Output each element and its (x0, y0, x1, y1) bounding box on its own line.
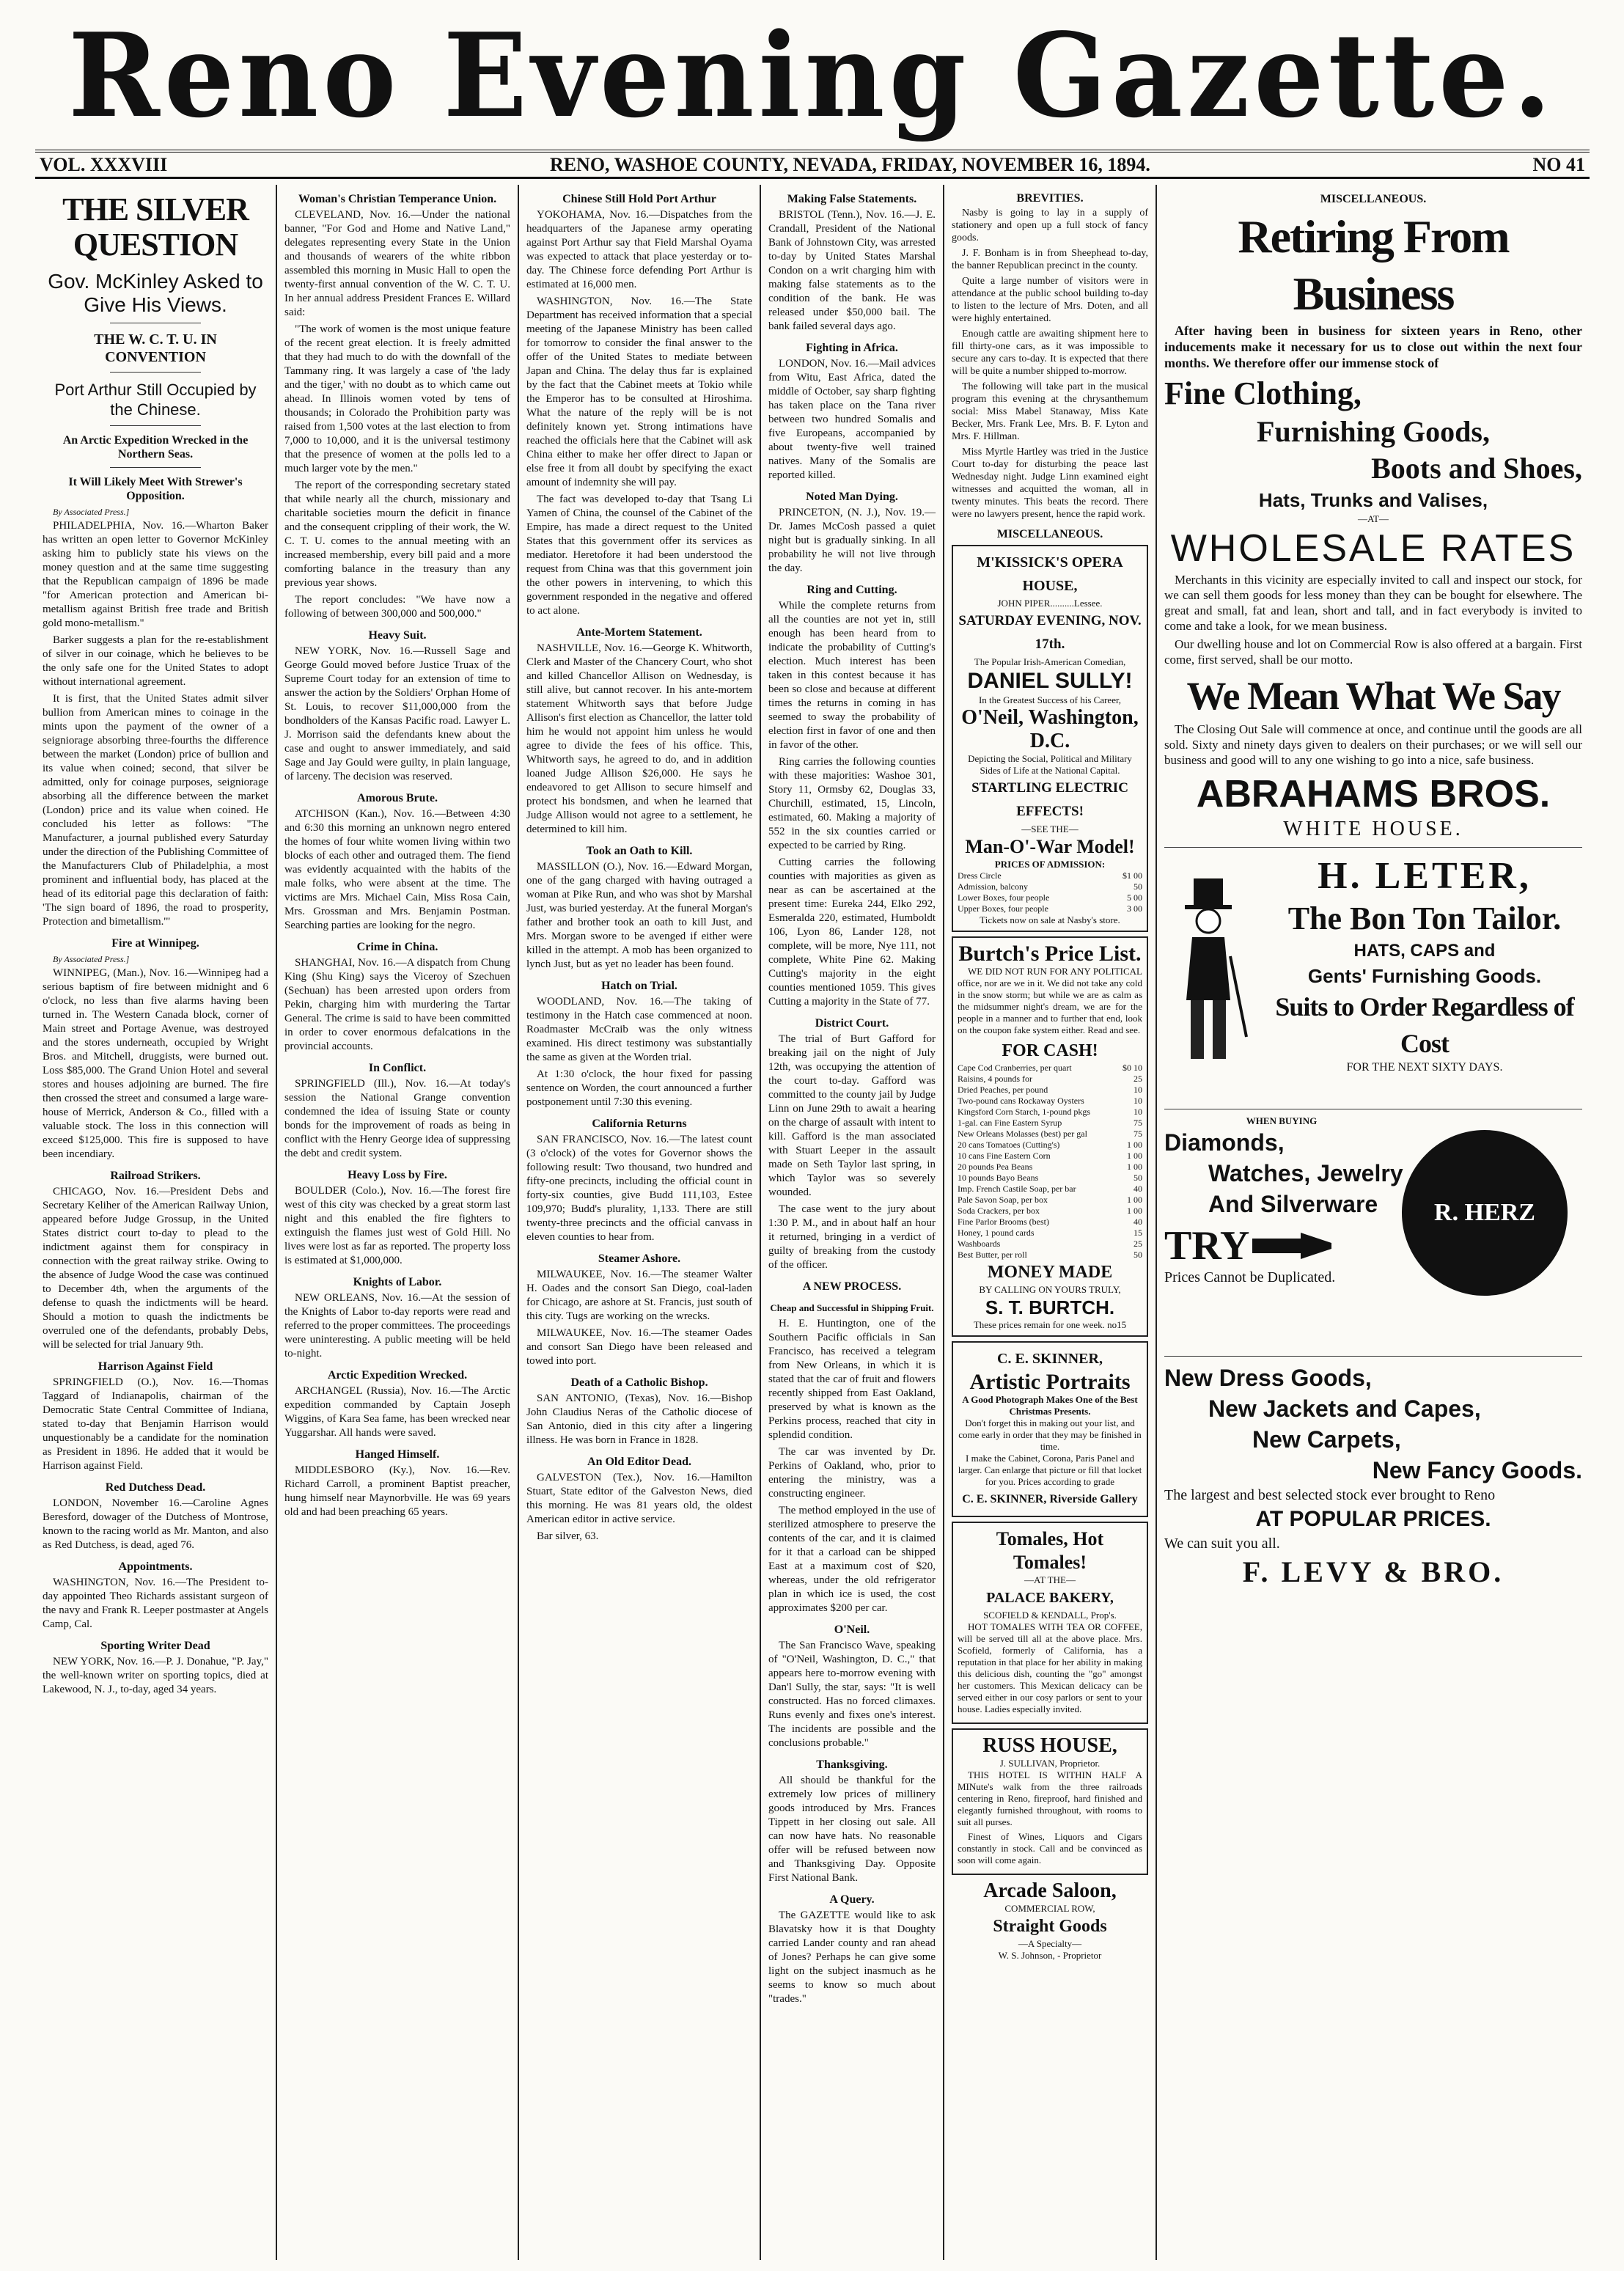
story-heading: Thanksgiving. (816, 1758, 888, 1771)
cash-price-row (958, 1250, 1142, 1261)
price-item: Raisins, 4 pounds for (958, 1074, 1032, 1084)
story-heading: Ring and Cutting. (807, 584, 897, 596)
story-paragraph: All should be thankful for the extremely low prices of millinery goods introduced by Mrs. Frances Tippett in her closing out sale. All can now have hats. No reasonable offer will be refused between now and Thanksgiving Day. Opposite First National Bank. (768, 1775, 936, 1884)
ad-line: New Dress Goods, (1164, 1365, 1372, 1391)
story-paragraph: WASHINGTON, Nov. 16.—The President to-day appointed Theo Richards assistant surgeon of the navy and Frank R. Leeper postmaster at Angels Camp, Cal. (43, 1577, 268, 1630)
ad-line: The Popular Irish-American Comedian, (974, 656, 1126, 667)
story-paragraph: CHICAGO, Nov. 16.—President Debs and Secretary Keliher of the American Railway Union, appeared before Judge Grossup, in the United States district court to-day to plead to the indictment against them for conspiracy in connection with the great railway strike. Owing to the absence of Judge Wood the case was continued to December 4th, when the arguments of the defense to quash the indictments will be heard. Should a motion to quash the indictments be overruled one of the defendants, probably Debs, will be selected for trial January 9th. (43, 1186, 268, 1351)
ad-line: We can suit you all. (1164, 1536, 1280, 1552)
newspaper-title: Reno Evening Gazette. (68, 8, 1556, 144)
price-value: 40 (1134, 1217, 1142, 1227)
price-value: 5 00 (1127, 892, 1142, 903)
ad-line: Tickets now on sale at Nasby's store. (980, 914, 1120, 925)
ad-line: JOHN PIPER..........Lessee. (997, 598, 1103, 609)
story-heading: Making False Statements. (787, 193, 917, 205)
subhead-mckinley: Gov. McKinley Asked to Give His Views. (48, 270, 263, 316)
story-heading: An Old Editor Dead. (587, 1456, 691, 1468)
arcade-saloon-ad (952, 1879, 1148, 1962)
story-paragraph: LONDON, Nov. 16.—Mail advices from Witu, East Africa, dated the middle of October, say sharp fighting has taken place on the Tana river between two hundred Somalis and five Europeans, accompanied by about twenty-five well trained natives. Many of the Somalis are reported killed. (768, 358, 936, 481)
story-paragraph: NEW ORLEANS, Nov. 16.—At the session of the Knights of Labor to-day reports were read and referred to the proper committees. The proceedings were uninteresting. A public meeting will be held to-night. (284, 1292, 510, 1360)
admission-price-row (958, 870, 1142, 881)
ad-line: WHITE HOUSE. (1283, 818, 1463, 840)
price-item: 10 pounds Bayo Beans (958, 1173, 1039, 1183)
dateline-bar (35, 150, 1590, 179)
cash-price-row (958, 1239, 1142, 1250)
cash-price-row (958, 1096, 1142, 1107)
story-paragraph: The report of the corresponding secretary stated that while nearly all the church, missionary and charitable societies mourn the deficit in finance and the consequent crippling of their work, the W. C. T. U. comes to the annual meeting with an increased membership, every bill paid and a more comforting balance in the treasury than any previous year shows. (284, 480, 510, 589)
subhead-arctic: An Arctic Expedition Wrecked in the Northern Seas. (62, 434, 249, 461)
ad-firm: F. LEVY & BRO. (1242, 1555, 1504, 1588)
ad-text: THIS HOTEL IS WITHIN HALF A MINute's walk from the three railroads centering in Reno, fireproof, hard finished and elegantly furnished throughout, with rooms to suit all purses. (958, 1769, 1142, 1827)
story-paragraph: WOODLAND, Nov. 16.—The taking of testimony in the Hatch case commenced at noon. Roadmaster McCraib was the only witness examined. His direct testimony was substantially the same as given at the Worden trial. (526, 996, 752, 1063)
story-paragraph: YOKOHAMA, Nov. 16.—Dispatches from the headquarters of the Japanese army operating against Port Arthur say that Field Marshal Oyama was expected to attack that place yesterday or to-day. The Chinese force defending Port Arthur is estimated at 16,000 men. (526, 209, 752, 290)
divider (1164, 847, 1582, 848)
brevity-item: Miss Myrtle Hartley was tried in the Justice Court to-day for disturbing the peace last Wednesday night. Judge Linn examined eight witnesses and acquitted the woman, all in twenty minutes. This beats the record. There were no lawyers present, hence the rapid work. (952, 447, 1148, 520)
price-item: Washboards (958, 1239, 1001, 1249)
ad-line: I make the Cabinet, Corona, Paris Panel and larger. Can enlarge that picture or fill that locket for you. Prices according to grade (958, 1453, 1142, 1487)
price-item: Imp. French Castile Soap, per bar (958, 1184, 1076, 1194)
cash-price-row (958, 1074, 1142, 1085)
ad-title: Tomales, Hot Tomales! (996, 1528, 1104, 1573)
ad-line: COMMERCIAL ROW, (1004, 1903, 1095, 1914)
story-paragraph: PHILADELPHIA, Nov. 16.—Wharton Baker has written an open letter to Governor McKinley asking him to publicly state his views on the money question and at the same time suggesting that the Republican campaign of 1896 be made "for American protection and American bi-metallism against British free trade and British gold mono-metallism." (43, 520, 268, 629)
ad-title: H. LETER, (1318, 855, 1532, 897)
skinner-ad (952, 1341, 1148, 1517)
story-heading: Chinese Still Hold Port Arthur (562, 193, 716, 205)
levy-ad (1164, 1362, 1582, 1591)
story-heading: Sporting Writer Dead (100, 1640, 210, 1652)
story-paragraph: SPRINGFIELD (Ill.), Nov. 16.—At today's session the National Grange convention condemned the idea of issuing State or county bonds for the improvement of roads as being in conflict with the Henry George idea of suppressing the debt and credit system. (284, 1078, 510, 1159)
brevity-item: Nasby is going to lay in a supply of stationery and open up a full stock of fancy goods. (952, 208, 1148, 243)
issue-number: NO 41 (1532, 153, 1585, 175)
price-value: 40 (1134, 1184, 1142, 1194)
divider (110, 425, 200, 426)
ad-text: HOT TOMALES WITH TEA OR COFFEE, will be served till all at the above place. Mrs. Scofield, formerly of California, has a reputation in that place for her ability in making this delicious dish, counting the "go" amongst her customers. This Mexican delicacy can be served either in our cosy parlors or sent to your house. Ladies especially invited. (958, 1621, 1142, 1714)
story-heading: A Query. (829, 1893, 875, 1906)
cash-price-row (958, 1151, 1142, 1162)
story-paragraph: ARCHANGEL (Russia), Nov. 16.—The Arctic expedition commanded by Captain Joseph Wiggins, of Kara Sea fame, has been wrecked near Yuggarshar. All hands were saved. (284, 1385, 510, 1439)
ad-line: J. SULLIVAN, Proprietor. (999, 1758, 1101, 1769)
ad-line: Watches, Jewelry (1208, 1160, 1403, 1186)
story-paragraph: The GAZETTE would like to ask Blavatsky how it is that Doughty carried Lander county and ran ahead of Jones? Perhaps he can give some light on the subject inasmuch as he seems to know so much about "trades." (768, 1909, 936, 2005)
price-item: Pale Savon Soap, per box (958, 1195, 1048, 1205)
cash-price-row (958, 1206, 1142, 1217)
brevity-item: The following will take part in the musical program this evening at the chrysanthemum social: Miss Mabel Stanaway, Miss Kate Becker, Mrs. Frank Lee, Mrs. B. F. Lyton and Mrs. F. Hillman. (952, 381, 1148, 442)
story-paragraph: Ring carries the following counties with these majorities: Washoe 301, Story 11, Ormsby 62, Douglas 33, Churchill, estimated, 15, Lincoln, estimated, 60. Making a majority of 552 in the six counties carried or expected to be carried by Ring. (768, 756, 936, 851)
price-item: Honey, 1 pound cards (958, 1228, 1035, 1238)
price-value: 75 (1134, 1129, 1142, 1139)
ad-line: WHOLESALE RATES (1170, 527, 1576, 570)
story-paragraph: SPRINGFIELD (O.), Nov. 16.—Thomas Taggard of Indianapolis, chairman of the Democratic State Central Committee of Indiana, stated to-day that Benjamin Harrison would unquestionably be a candidate for the nomination as President in 1896. He added that it would be Harrison against Field. (43, 1376, 268, 1472)
story-heading: Hanged Himself. (355, 1448, 440, 1461)
ad-date: SATURDAY EVENING, NOV. 17th. (958, 613, 1142, 652)
ad-line: FOR CASH! (1002, 1041, 1098, 1060)
story-paragraph: SAN ANTONIO, (Texas), Nov. 16.—Bishop John Claudius Neras of the Catholic diocese of San Antonio, died in this city after a lingering illness. He was born in France in 1828. (526, 1393, 752, 1446)
cash-price-row (958, 1162, 1142, 1173)
place-and-date: RENO, WASHOE COUNTY, NEVADA, FRIDAY, NOVEMBER 16, 1894. (549, 153, 1150, 175)
cash-price-row (958, 1195, 1142, 1206)
story-paragraph: WINNIPEG, (Man.), Nov. 16.—Winnipeg had a serious baptism of fire between midnight and 6 o'clock, no less than five alarms having been turned in. The Western Canada block, corner of Main street and Portage Avenue, was destroyed and the stores underneath, occupied by Wright Bros. and Mitchell, druggists, were burned out. Loss $85,000. The Grand Union Hotel and several stores and houses adjoining are burned. The fire then crossed the street and consumed a large ware-house of Merrick, Anderson & Co., filled with a valuable stock. The loss in this connection will exceed $125,000. This fire is supposed to have been incendiary. (43, 967, 268, 1160)
story-paragraph: MILWAUKEE, Nov. 16.—The steamer Oades and consort San Diego have been released and towed into port. (526, 1327, 752, 1367)
column-2 (277, 185, 519, 2260)
ad-line: PALACE BAKERY, (986, 1590, 1114, 1606)
price-value: 1 00 (1127, 1162, 1142, 1172)
ad-text: After having been in business for sixteen years in Reno, other inducements make it necessary for us to close out within the next four months. We therefore offer our immense stock of (1164, 323, 1582, 370)
ad-line: Don't forget this in making out your list, and come early in order that they may be finished in time. (958, 1417, 1142, 1452)
story-paragraph: CLEVELAND, Nov. 16.—Under the national banner, "For God and Home and Native Land," delegates representing every State in the Union and thousands of wearers of the white ribbon assembled this morning in Music Hall to open the twenty-first annual convention of the W. C. T. U. In her annual address President Frances E. Willard said: (284, 209, 510, 318)
story-heading: Amorous Brute. (357, 792, 438, 804)
column-4 (761, 185, 944, 2260)
story-heading: Ante-Mortem Statement. (576, 626, 702, 639)
ad-line: PRICES OF ADMISSION: (994, 859, 1106, 870)
ad-firm: ABRAHAMS BROS. (1196, 773, 1551, 815)
ad-line: The largest and best selected stock ever brought to Reno (1164, 1487, 1496, 1503)
story-paragraph: The San Francisco Wave, speaking of "O'Neil, Washington, D. C.," that appears here to-morrow evening with Dan'l Sully, the star, says: "It is well constructed. Has no forced climaxes. Runs evenly and fixes one's interest. The incidents are possible and the conclusions probable." (768, 1640, 936, 1749)
admission-prices (958, 870, 1142, 914)
tomales-ad (952, 1522, 1148, 1724)
price-value: 1 00 (1127, 1140, 1142, 1150)
ad-line: The Bon Ton Tailor. (1287, 900, 1562, 936)
price-value: 15 (1134, 1228, 1142, 1238)
ad-title: Arcade Saloon, (983, 1879, 1117, 1902)
ad-text: Our dwelling house and lot on Commercial Row is also offered at a bargain. First come, first served, shall be our motto. (1164, 637, 1582, 667)
price-item: Soda Crackers, per box (958, 1206, 1040, 1216)
ad-line: Fine Clothing, (1164, 375, 1362, 411)
story-heading: Railroad Strikers. (110, 1170, 201, 1182)
opera-house-ad (952, 545, 1148, 932)
story-heading: Woman's Christian Temperance Union. (298, 193, 497, 205)
story-paragraph: Barker suggests a plan for the re-establishment of silver in our coinage, which he believes to be the only safe one for the United States to adopt without international agreement. (43, 634, 268, 688)
price-list (958, 1063, 1142, 1261)
story-heading: Red Dutchess Dead. (105, 1481, 206, 1494)
ad-line: —A Specialty— (1018, 1938, 1082, 1949)
ad-text: The Closing Out Sale will commence at once, and continue until the goods are all sold. Sixty and ninety days given to dealers on their purchases; or we will sell our business and good will to any one wishing to go into a nice, safe business. (1164, 722, 1582, 767)
brevity-item: J. F. Bonham is in from Sheephead to-day, the banner Republican precinct in the county. (952, 248, 1148, 271)
cash-price-row (958, 1118, 1142, 1129)
ad-line: —SEE THE— (1021, 823, 1079, 834)
price-value: 3 00 (1127, 903, 1142, 914)
story-paragraph: Bar silver, 63. (537, 1530, 599, 1542)
story-heading: Appointments. (118, 1560, 193, 1573)
volume-number: VOL. XXXVIII (40, 153, 168, 175)
price-item: Cape Cod Cranberries, per quart (958, 1063, 1072, 1073)
cash-price-row (958, 1217, 1142, 1228)
story-paragraph: BOULDER (Colo.), Nov. 16.—The forest fire west of this city was checked by a great storm last night and this enabled the fire fighters to extinguish the flames just west of Gold Hill. No lives were lost as far as reported. The property loss is estimated at $1,000,000. (284, 1185, 510, 1266)
ad-play: O'Neil, Washington, D.C. (961, 706, 1139, 752)
price-item: Best Butter, per roll (958, 1250, 1027, 1260)
admission-price-row (958, 881, 1142, 892)
story-paragraph: It is first, that the United States admit silver bullion from American mines to coinage in the mints upon the payment of the owner of a seigniorage absorbing three-fourths the difference between the market (London) price of bullion and its value when coined; second, that silver be admitted, only for coinage purposes, seigniorage absorbing all the difference between the market (London) price and its value when coined. He concluded his letter as follows: "The Manufacturer, a journal published every Saturday under the direction of the Publishing Committee of the Manufacturers Club of Philadelphia, a most prominent and influential body, has placed at the head of its editorial page this declaration of faith: 'The sign board of 1896, the road to prosperity, Protection and bimetallism.'" (43, 693, 268, 928)
price-value: 50 (1134, 1250, 1142, 1260)
price-item: Kingsford Corn Starch, 1-pound pkgs (958, 1107, 1090, 1117)
story-heading: O'Neil. (834, 1624, 870, 1636)
story-heading: Noted Man Dying. (806, 491, 898, 503)
ad-line: These prices remain for one week. no15 (973, 1319, 1127, 1330)
price-value: $0 10 (1123, 1063, 1142, 1073)
story-paragraph: BRISTOL (Tenn.), Nov. 16.—J. E. Crandall, President of the National Bank of Johnstown City, was arrested to-day by United States Marshal Condon on a writ charging him with making false statements as to the condition of the bank. He was released under $50,000 bail. The bank failed several days ago. (768, 209, 936, 332)
story-heading: A NEW PROCESS. (802, 1280, 902, 1293)
story-paragraph: The trial of Burt Gafford for breaking jail on the night of July 12th, was occupying the attention of the court to-day. Gafford was committed to the county jail by Judge Linn on June 29th to await a hearing on the charge of assault with intent to kill. Gafford is the man associated with Stuart Leeper in the assault made on Seth Taylor last spring, in which Taylor was so severely wounded. (768, 1033, 936, 1198)
story-heading: Arctic Expedition Wrecked. (327, 1369, 468, 1382)
ad-title: Retiring From Business (1238, 210, 1509, 320)
ad-line: HATS, CAPS and (1353, 941, 1496, 961)
ad-title: M'KISSICK'S OPERA HOUSE, (977, 554, 1123, 594)
ad-line: Suits to Order Regardless of Cost (1275, 992, 1574, 1058)
ad-line: STARTLING ELECTRIC EFFECTS! (971, 780, 1128, 819)
story-paragraph: The car was invented by Dr. Perkins of Oakland, who, prior to entering the ministry, was a constructing engineer. (768, 1446, 936, 1500)
story-heading: Harrison Against Field (98, 1360, 213, 1373)
ad-line: Prices Cannot be Duplicated. (1164, 1269, 1336, 1285)
story-heading: Took an Oath to Kill. (586, 845, 693, 857)
tailor-figure-icon (1164, 876, 1252, 1066)
price-value: 50 (1134, 881, 1142, 892)
ad-line: C. E. SKINNER, Riverside Gallery (962, 1493, 1138, 1505)
subhead-port-arthur: Port Arthur Still Occupied by the Chinese. (54, 381, 257, 419)
story-paragraph: GALVESTON (Tex.), Nov. 16.—Hamilton Stuart, State editor of the Galveston News, died this morning. He was 81 years old, the oldest American editor in active service. (526, 1472, 752, 1525)
brevity-item: Quite a large number of visitors were in attendance at the public school building to-day to listen to the lecture of Mrs. Doten, and all were highly entertained. (952, 276, 1148, 324)
story-heading: Fighting in Africa. (806, 342, 898, 354)
cash-price-row (958, 1129, 1142, 1140)
story-paragraph: The fact was developed to-day that Tsang Li Yamen of China, the counsel of the Cabinet of the Empire, has made a direct request to the United States that this government offer its services as mediator. Heretofore it had been understood the request from China was that this government join the other powers in intervening, to which this government responded in the negative and offered to act alone. (526, 494, 752, 617)
ad-line: Man-O'-War Model! (965, 836, 1135, 857)
herz-badge: R. HERZ (1402, 1130, 1568, 1296)
ad-line: TRY (1164, 1223, 1250, 1269)
price-value: 10 (1134, 1096, 1142, 1106)
brevities-heading: BREVITIES. (1016, 192, 1084, 205)
ad-line: SCOFIELD & KENDALL, Prop's. (983, 1610, 1117, 1621)
ad-line: W. S. Johnson, - Proprietor (998, 1950, 1102, 1961)
price-value: 1 00 (1127, 1195, 1142, 1205)
story-paragraph: H. E. Huntington, one of the Southern Pacific officials in San Francisco, has received a telegram from New Orleans, in which it is stated that the car of fruit and flowers recently shipped from East Oakland, preserved by what is known as the Perkins process, reached that city in splendid condition. (768, 1318, 936, 1441)
abrahams-ad (1164, 208, 1582, 841)
russ-house-ad (952, 1728, 1148, 1875)
cash-price-row (958, 1107, 1142, 1118)
ad-line: —AT THE— (1024, 1574, 1076, 1585)
price-item: Dress Circle (958, 870, 1002, 881)
columns (35, 185, 1590, 2260)
price-item: Two-pound cans Rockaway Oysters (958, 1096, 1084, 1106)
herz-jewelry-ad (1164, 1115, 1582, 1350)
price-value: 1 00 (1127, 1206, 1142, 1216)
price-item: Upper Boxes, four people (958, 903, 1048, 914)
ad-line: New Carpets, (1252, 1426, 1401, 1453)
subhead-wctu: THE W. C. T. U. IN CONVENTION (94, 331, 217, 365)
story-paragraph: MASSILLON (O.), Nov. 16.—Edward Morgan, one of the gang charged with having outraged a woman at Pike Run, and who was shot by Marshal Just, was buried yesterday. At the funeral Morgan's father and brother took an oath to kill Just, and Mrs. Morgan swore to be avenged if either were killed in the attempt. A mob has been organized to lynch Just, but as yet no leader has been found. (526, 861, 752, 970)
ad-line: Gents' Furnishing Goods. (1307, 965, 1542, 987)
ad-line: Boots and Shoes, (1371, 452, 1582, 485)
ad-line: Diamonds, (1164, 1129, 1285, 1156)
ad-title: Burtch's Price List. (958, 942, 1142, 966)
story-paragraph: The case went to the jury about 1:30 P. M., and in about half an hour it returned, bringing in a verdict of guilty of breaking from the custody of the officer. (768, 1203, 936, 1271)
ad-line: S. T. BURTCH. (985, 1296, 1115, 1318)
ad-line: Depicting the Social, Political and Military Sides of Life at the National Capital. (968, 753, 1132, 776)
story-heading: Heavy Loss by Fire. (348, 1169, 447, 1181)
story-heading: Steamer Ashore. (598, 1252, 681, 1265)
story-paragraph: PRINCETON, (N. J.), Nov. 19.—Dr. James McCosh passed a quiet night but is gradually sinking. In all probability he will not live through the day. (768, 507, 936, 574)
story-paragraph: SAN FRANCISCO, Nov. 16.—The latest count (3 o'clock) of the votes for Governor shows the following result: Two thousand, two hundred and fifty-one precincts, including the official count in forty-six counties, give Budd 111,103, Estee 109,970; Budd's plurality, 1,133. There are still twenty-three precincts and the official canvass in eleven counties to hear from. (526, 1134, 752, 1243)
price-value: 10 (1134, 1085, 1142, 1095)
ad-title: RUSS HOUSE, (982, 1734, 1117, 1757)
divider (110, 372, 200, 373)
price-item: New Orleans Molasses (best) per gal (958, 1129, 1087, 1139)
story-subheading: Cheap and Successful in Shipping Fruit. (770, 1302, 934, 1313)
cash-price-row (958, 1228, 1142, 1239)
cash-price-row (958, 1085, 1142, 1096)
masthead (0, 0, 1624, 147)
price-value: 50 (1134, 1173, 1142, 1183)
story-paragraph: NASHVILLE, Nov. 16.—George K. Whitworth, Clerk and Master of the Chancery Court, who shot and killed Chancellor Allison on Wednesday, is still alive, but cannot recover. In his ante-mortem statement Whitworth says that before Judge Allison's first election as Chancellor, the latter told him he would not appoint him unless he would agree to divide the fees of his office. This, Whitworth says, he agreed to do, and in addition loaned Judge Allison $26,000. He says he endeavored to get Allison to secure himself and protect his bondsmen, and when he learned that Judge Allison would not agree to a settlement, he determined to kill him. (526, 642, 752, 835)
ad-line: Artistic Portraits (969, 1370, 1131, 1394)
ad-line: FOR THE NEXT SIXTY DAYS. (1346, 1061, 1503, 1074)
miscellaneous-heading: MISCELLANEOUS. (1320, 193, 1427, 205)
ad-line: A Good Photograph Makes One of the Best Christmas Presents. (962, 1394, 1138, 1417)
story-heading: It Will Likely Meet With Strewer's Opposition. (68, 476, 243, 502)
story-heading: Crime in China. (356, 941, 438, 953)
column-3 (519, 185, 761, 2260)
column-5 (944, 185, 1157, 2260)
story-paragraph: At 1:30 o'clock, the hour fixed for passing sentence on Worden, the court announced a further postponement until 7:30 this evening. (526, 1068, 752, 1108)
story-paragraph: While the complete returns from all the counties are not yet in, still enough has been heard from to indicate the probability of Cutting's election. Much interest has been taken in this contest because it has been so close and because at different times the returns in coming in has seemed to sway the probability of election first in favor of one and then in favor of the other. (768, 600, 936, 751)
ad-line: Furnishing Goods, (1257, 415, 1490, 448)
price-value: 75 (1134, 1118, 1142, 1128)
story-heading: In Conflict. (368, 1062, 427, 1074)
story-paragraph: NEW YORK, Nov. 16.—P. J. Donahue, "P. Jay," the well-known writer on sporting topics, died at Lakewood, N. J., to-day, aged 34 years. (43, 1656, 268, 1695)
story-heading: Knights of Labor. (353, 1276, 442, 1288)
price-value: 10 (1134, 1107, 1142, 1117)
price-item: Dried Peaches, per pound (958, 1085, 1048, 1095)
story-heading: District Court. (815, 1017, 889, 1030)
byline: By Associated Press.] (53, 954, 130, 964)
ad-line: New Fancy Goods. (1372, 1457, 1582, 1483)
story-paragraph: MILWAUKEE, Nov. 16.—The steamer Walter H. Oades and the consort San Diego, coal-laden for Chicago, are ashore at St. Francis, just south of this city. Tugs are working on the wrecks. (526, 1269, 752, 1322)
admission-price-row (958, 892, 1142, 903)
leter-tailor-ad (1164, 854, 1582, 1103)
price-item: 1-gal. can Fine Eastern Syrup (958, 1118, 1062, 1128)
burtch-ad (952, 936, 1148, 1337)
price-item: Fine Parlor Brooms (best) (958, 1217, 1049, 1227)
story-heading: Death of a Catholic Bishop. (570, 1376, 708, 1389)
price-item: 20 cans Tomatoes (Cutting's) (958, 1140, 1060, 1150)
story-paragraph: The method employed in the use of sterilized atmosphere to preserve the contents of the car, and it is claimed for it that a carload can be shipped East at a maximum cost of $20, whereas, under the old refrigerator plan in which ice is used, the cost approximates $200 per car. (768, 1505, 936, 1614)
pointing-hand-icon (1249, 1224, 1337, 1268)
story-heading: Hatch on Trial. (601, 980, 677, 992)
price-value: $1 00 (1123, 870, 1142, 881)
byline: By Associated Press.] (53, 507, 130, 517)
column-6 (1157, 185, 1590, 2260)
price-item: 10 cans Fine Eastern Corn (958, 1151, 1051, 1161)
story-paragraph: NEW YORK, Nov. 16.—Russell Sage and George Gould moved before Justice Truax of the Supreme Court today for an extension of time to answer the action by the Soldiers' Orphan Home of St. Louis, to recover $11,000,000 from the bondholders of the Kansas Pacific road. Lawyer L. J. Morrison said the defendants knew about the case and ought to answer immediately, and said Sage and Jay Gould were guilty, in plain language, of larceny. The decision was reserved. (284, 645, 510, 782)
story-heading: Heavy Suit. (368, 629, 427, 642)
story-paragraph: The report concludes: "We have now a following of between 300,000 and 500,000." (284, 594, 510, 620)
story-paragraph: Cutting carries the following counties with majorities as given as near as can be ascertained at the present time: Eureka 244, Elko 292, Esmeralda 220, estimated, Humboldt 106, Lyon 86, Lander 128, not complete, will be more, Nye 111, not complete, White Pine 62. Making Cutting's majority in the eight counties mentioned 1059. This gives Cutting a majority in the State of 77. (768, 856, 936, 1008)
story-paragraph: SHANGHAI, Nov. 16.—A dispatch from Chung King (Shu King) says the Viceroy of Szechuen (Sechuan) has been arrested upon orders from Pekin, charging him with murdering the Tartar General. The crime is said to have been committed in order to cover enormous defalcations in the provincial accounts. (284, 957, 510, 1052)
ad-line: WHEN BUYING (1246, 1115, 1318, 1126)
cash-price-row (958, 1184, 1142, 1195)
ad-line: In the Greatest Success of his Career, (978, 694, 1122, 705)
ad-line: And Silverware (1208, 1191, 1378, 1217)
price-item: 20 pounds Pea Beans (958, 1162, 1033, 1172)
cash-price-row (958, 1063, 1142, 1074)
divider (1164, 1356, 1582, 1357)
price-value: 1 00 (1127, 1151, 1142, 1161)
ad-line: MONEY MADE (987, 1263, 1113, 1282)
story-heading: California Returns (592, 1118, 687, 1130)
cash-price-row (958, 1173, 1142, 1184)
story-paragraph: MIDDLESBORO (Ky.), Nov. 16.—Rev. Richard Carroll, a prominent Baptist preacher, hung himself near Maynorbville. He was 69 years old and had been preaching 65 years. (284, 1464, 510, 1518)
story-heading: Fire at Winnipeg. (111, 937, 199, 950)
story-paragraph: WASHINGTON, Nov. 16.—The State Department has received information that a special meeting of the Japanese Ministry has been called for tomorrow to consider the final answer to the offer of the United States to mediate between Japan and China. The delay thus far is explained by the fact that the Cabinet meets at Tokio while the Emperor has to be consulted at Hiroshima. What the nature of the reply will be is not definitely known yet. Strong intimations have reached the officials here that the Cabinet will ask China either to make her offer direct to Japan or else free it from all doubt by specifying the exact amount of indemnity she will pay. (526, 296, 752, 488)
story-paragraph: "The work of women is the most unique feature of the recent great election. It is freely admitted that they had much to do with the downfall of the Tammany ring. It was largely a case of 'the lady and the tiger,' with no doubt as to which came out ahead. In Illinois women voted by tens of thousands; in Colorado the Prohibition party was raised from 1,500 votes at the last election to from 7,000 to 10,000, and it is the universal testimony that the presence of women at the polls led to a much larger vote by the men." (284, 323, 510, 474)
ad-line: Hats, Trunks and Valises, (1258, 489, 1488, 511)
ad-line: AT POPULAR PRICES. (1255, 1507, 1491, 1531)
ad-line: New Jackets and Capes, (1208, 1395, 1481, 1422)
admission-price-row (958, 903, 1142, 914)
ad-text: Merchants in this vicinity are especially invited to call and inspect our stock, for we can sell them goods for less money than they can be bought for elsewhere. The great and small, fat and lean, short and tall, and in fact everybody is invited to come and take a look, for we mean business. (1164, 573, 1582, 633)
ad-line: BY CALLING ON YOURS TRULY, (979, 1284, 1121, 1295)
price-item: Lower Boxes, four people (958, 892, 1050, 903)
ad-text: WE DID NOT RUN FOR ANY POLITICAL office, nor are we in it. We did not take any cold in the snow storm; but while we are as calm as the midsummer night's dream, we are for the people in a manner and to further that end, look on the coupon fake system either. Read and see. (958, 966, 1142, 1035)
cash-price-row (958, 1140, 1142, 1151)
story-paragraph: LONDON, November 16.—Caroline Agnes Beresford, dowager of the Dutchess of Montrose, known to the racing world as Mr. Manton, and also as Red Dutchess, is dead, aged 76. (43, 1497, 268, 1551)
headline-silver-question: THE SILVER QUESTION (62, 191, 249, 263)
miscellaneous-heading: MISCELLANEOUS. (996, 528, 1103, 540)
ad-line: We Mean What We Say (1186, 674, 1560, 718)
ad-text: Finest of Wines, Liquors and Cigars constantly in stock. Call and be convinced as soon will come again. (958, 1831, 1142, 1865)
ad-line: Straight Goods (993, 1917, 1107, 1936)
column-1 (35, 185, 277, 2260)
price-value: 25 (1134, 1074, 1142, 1084)
ad-line: —AT— (1358, 513, 1389, 524)
story-paragraph: ATCHISON (Kan.), Nov. 16.—Between 4:30 and 6:30 this morning an unknown negro entered the homes of four white women living within two blocks of each other and outraged them. The fiend was evidently acquainted with the habits of the male folks, who were absent at the time. The victims are Mrs. Michael Cain, Miss Rosa Cain, Mrs. Grossman and Mrs. Benjamin Postman. Searching parties are looking for the negro. (284, 808, 510, 931)
brevity-item: Enough cattle are awaiting shipment here to fill thirty-one cars, as it was impossible to secure any cars to-day. It is expected that there will be quite a number shipped to-morrow. (952, 329, 1148, 377)
price-item: Admission, balcony (958, 881, 1028, 892)
ad-title: C. E. SKINNER, (997, 1351, 1103, 1367)
ad-star: DANIEL SULLY! (967, 669, 1133, 693)
price-value: 25 (1134, 1239, 1142, 1249)
divider (110, 467, 200, 468)
